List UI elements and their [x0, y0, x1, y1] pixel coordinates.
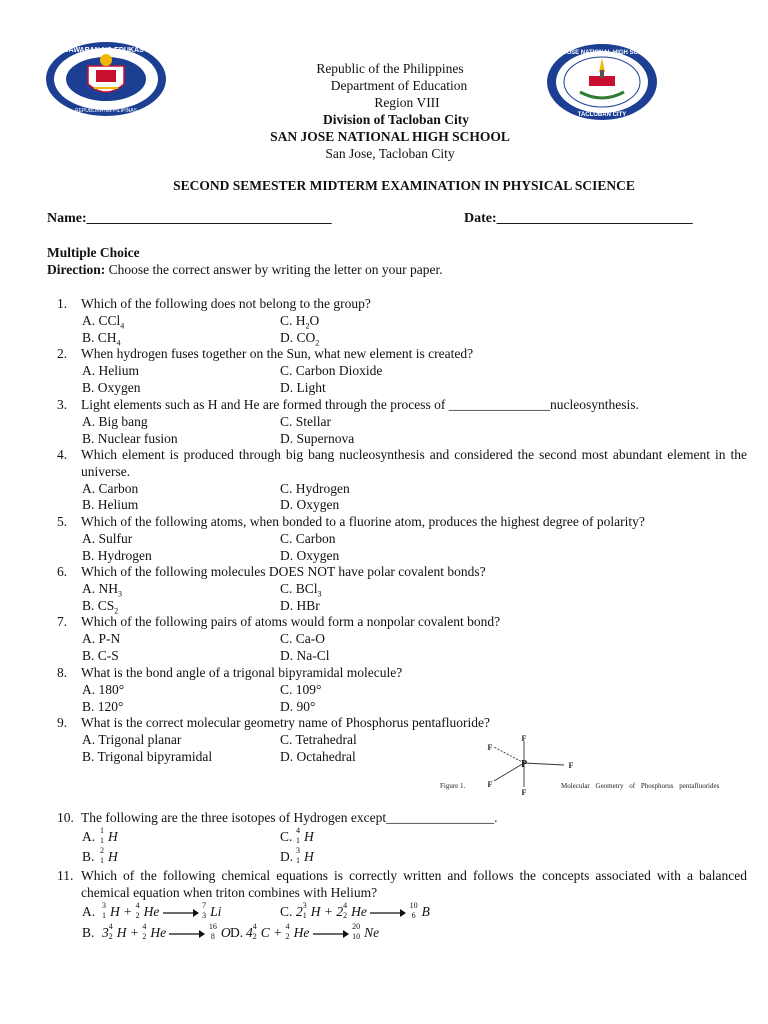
option-c[interactable]: C.: [280, 828, 293, 844]
svg-text:F: F: [568, 761, 574, 770]
option-b[interactable]: B. C-S: [82, 647, 119, 663]
q11-option-c-expr: 2 3 1 H + 2 4 2 He 10 6 B: [296, 900, 430, 920]
svg-text:F: F: [521, 788, 527, 797]
option-c[interactable]: C. $H_2O$: [280, 312, 320, 331]
option-c[interactable]: C. 109°: [280, 681, 322, 697]
option-c[interactable]: C. Ca-O: [280, 630, 325, 646]
svg-text:P: P: [520, 759, 528, 770]
option-b[interactable]: B. Helium: [82, 497, 139, 513]
q10-option-c-expr: 4 1 H: [296, 825, 314, 845]
svg-text:F: F: [487, 743, 493, 752]
q11-option-b-expr: 3 4 2 H + 4 2 He 16 8 O: [102, 921, 231, 941]
option-b[interactable]: B. Nuclear fusion: [82, 430, 178, 446]
question-text: What is the bond angle of a trigonal bipyramidal molecule?: [81, 665, 403, 680]
q11-option-d-expr: 4 4 2 C + 4 2 He 20 10 Ne: [246, 921, 380, 941]
header-line-school: SAN JOSE NATIONAL HIGH SCHOOL: [270, 129, 510, 144]
option-c[interactable]: C. Stellar: [280, 413, 331, 429]
header-line-region: Region VIII: [374, 95, 440, 110]
name-field[interactable]: [47, 211, 332, 227]
header-line-division: Division of Tacloban City: [323, 112, 469, 127]
figure-caption-label: Figure 1.: [440, 782, 466, 790]
option-c[interactable]: C. Carbon: [280, 530, 336, 546]
option-d[interactable]: D. Supernova: [280, 430, 355, 446]
question-number: 1.: [57, 296, 68, 311]
q10-option-b-expr: 2 1 H: [100, 845, 118, 865]
option-b[interactable]: B. Oxygen: [82, 379, 141, 395]
option-a[interactable]: A. Carbon: [82, 480, 139, 496]
option-a[interactable]: A.: [82, 828, 96, 844]
deped-seal: [44, 40, 169, 118]
date-label: Date:: [464, 211, 497, 226]
exam-title: SECOND SEMESTER MIDTERM EXAMINATION IN PHYSICAL SCIENCE: [173, 178, 635, 193]
option-c[interactable]: C. Carbon Dioxide: [280, 362, 383, 378]
question-number: 6.: [57, 564, 68, 579]
option-a[interactable]: A. Helium: [82, 362, 139, 378]
option-c[interactable]: C. Hydrogen: [280, 480, 350, 496]
option-b[interactable]: B.: [82, 925, 95, 940]
option-b[interactable]: B. $CS_2$: [82, 597, 119, 616]
direction-label: Direction:: [47, 262, 106, 277]
figure-caption-text: Molecular Geometry of Phosphorus pentafluorides: [561, 782, 720, 790]
header-line-department: Department of Education: [330, 78, 468, 93]
q11-option-a-expr: 3 1 H + 4 2 He 7 3 Li: [102, 900, 222, 920]
date-blank: ____________________________: [496, 211, 693, 226]
option-c[interactable]: C. Tetrahedral: [280, 731, 357, 747]
direction-text: Choose the correct answer by writing the letter on your paper.: [105, 262, 443, 277]
question-number: 5.: [57, 514, 68, 529]
q10-option-d-expr: 3 1 H: [296, 845, 314, 865]
option-b[interactable]: B. $CH_4$: [82, 329, 121, 348]
question-number: 9.: [57, 715, 68, 730]
svg-text:F: F: [521, 735, 527, 743]
option-d[interactable]: D. Octahedral: [280, 748, 356, 764]
question-text: Which element is produced through big bang nucleosynthesis and considered the second most abundant element in the universe.: [81, 447, 747, 479]
section-title: Multiple Choice: [47, 245, 140, 260]
question-text: When hydrogen fuses together on the Sun, what new element is created?: [81, 346, 474, 361]
question-number: 3.: [57, 397, 68, 412]
q10-option-a-expr: 1 1 H: [100, 825, 118, 845]
question-number: 11.: [57, 868, 74, 883]
option-c[interactable]: C.: [280, 904, 293, 919]
question-number: 2.: [57, 346, 68, 361]
svg-text:REPUBLIKA NG PILIPINAS: REPUBLIKA NG PILIPINAS: [75, 108, 137, 114]
header-line-address: San Jose, Tacloban City: [325, 146, 455, 161]
option-d[interactable]: D. Oxygen: [280, 497, 340, 513]
question-number: 4.: [57, 447, 68, 462]
question-text: What is the correct molecular geometry name of Phosphorus pentafluoride?: [81, 715, 490, 730]
option-b[interactable]: B. Hydrogen: [82, 547, 152, 563]
option-a[interactable]: A. P-N: [82, 630, 121, 646]
option-d[interactable]: D.: [280, 848, 294, 864]
option-c[interactable]: C. BCl$_3$: [280, 580, 322, 599]
option-d[interactable]: D. Light: [280, 379, 326, 395]
question-text: Which of the following does not belong to the group?: [81, 296, 371, 311]
option-a[interactable]: A. Big bang: [82, 413, 148, 429]
question-number: 7.: [57, 614, 68, 629]
option-a[interactable]: A. $NH_3$: [82, 580, 122, 599]
option-d[interactable]: D. HBr: [280, 597, 320, 613]
option-d[interactable]: D. $CO_2$: [280, 329, 320, 348]
header-line-republic: Republic of the Philippines: [316, 61, 464, 76]
option-b[interactable]: B. Trigonal bipyramidal: [82, 748, 213, 764]
option-a[interactable]: A. Sulfur: [82, 530, 133, 546]
question-number: 8.: [57, 665, 68, 680]
question-text: Which of the following atoms, when bonded to a fluorine atom, produces the highest degree of polarity?: [81, 514, 645, 529]
option-b[interactable]: B. 120°: [82, 698, 124, 714]
name-label: Name:: [47, 211, 87, 226]
question-text: Which of the following chemical equations is correctly written and follows the concepts associated with a balanced chemical equation when triton combines with Helium?: [81, 868, 747, 900]
question-text: Which of the following pairs of atoms would form a nonpolar covalent bond?: [81, 614, 501, 629]
option-a[interactable]: A. CCl$_4$: [82, 312, 125, 331]
option-a[interactable]: A. 180°: [82, 681, 125, 697]
option-b[interactable]: B.: [82, 848, 95, 864]
question-text: Light elements such as H and He are formed through the process of _______________nucleosynthesis.: [81, 397, 639, 412]
option-d[interactable]: D. Na-Cl: [280, 647, 330, 663]
option-d[interactable]: D. Oxygen: [280, 547, 340, 563]
name-blank: ___________________________________: [86, 211, 332, 226]
question-text: Which of the following molecules DOES NOT have polar covalent bonds?: [81, 564, 486, 579]
svg-text:TACLOBAN CITY: TACLOBAN CITY: [577, 112, 627, 118]
option-d[interactable]: D. 90°: [280, 698, 316, 714]
question-number: 10.: [57, 810, 74, 825]
option-a[interactable]: A.: [82, 904, 96, 919]
question-text: The following are the three isotopes of Hydrogen except________________.: [81, 810, 498, 825]
svg-text:F: F: [487, 780, 493, 789]
svg-text:KAGAWARAN NG EDUKASYON: KAGAWARAN NG EDUKASYON: [53, 47, 159, 54]
school-header: [200, 60, 580, 162]
direction: [47, 262, 443, 278]
svg-text:SAN JOSE NATIONAL HIGH SCHOOL: SAN JOSE NATIONAL HIGH SCHOOL: [548, 50, 656, 56]
option-a[interactable]: A. Trigonal planar: [82, 731, 182, 747]
option-d[interactable]: D.: [230, 925, 244, 940]
date-field[interactable]: [464, 211, 693, 227]
